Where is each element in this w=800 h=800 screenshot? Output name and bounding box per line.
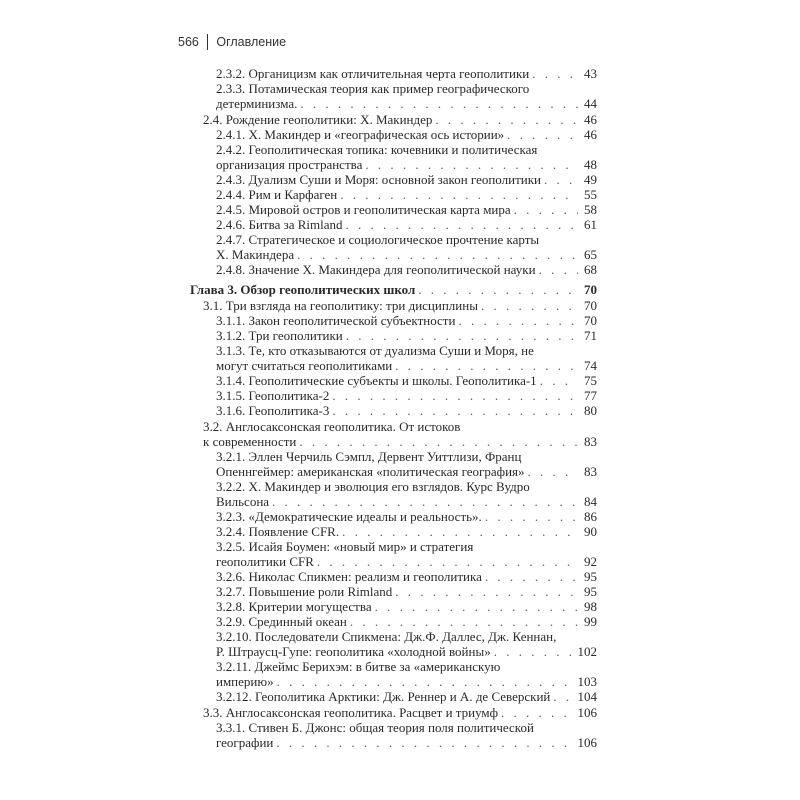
toc-entry[interactable]: [190, 599, 597, 614]
toc-entry-title-line: 3.2.10. Последователи Спикмена: Дж.Ф. Даллес, Дж. Кеннан,: [216, 629, 557, 644]
toc-entry-row: [216, 584, 597, 599]
toc-entry-title-line: Вильсона: [216, 494, 270, 509]
toc-entry-title-line: 3.2. Англосаксонская геополитика. От истоков: [203, 419, 461, 434]
toc-entry-title-line: 3.2.7. Повышение роли Rimland: [216, 584, 393, 599]
toc-page-number: 106: [577, 705, 597, 720]
toc-page-number: 84: [584, 494, 597, 509]
toc-entry-row: [216, 614, 597, 629]
toc-entry[interactable]: [190, 449, 597, 479]
toc-entry-title-line: 3.2.9. Срединный океан: [216, 614, 347, 629]
toc-entry-title-line: 3.1.1. Закон геополитической субъектности: [216, 313, 456, 328]
toc-entry[interactable]: [190, 689, 597, 704]
toc-entry-row: [216, 328, 597, 343]
toc-page-number: 103: [577, 674, 597, 689]
dot-leader: [317, 554, 578, 569]
dot-leader: [332, 388, 578, 403]
dot-leader: [458, 313, 578, 328]
toc-entry-row: [203, 434, 597, 449]
toc-page-number: 46: [584, 112, 597, 127]
toc-page-number: 70: [584, 282, 597, 297]
toc-page-number: 83: [584, 464, 597, 479]
toc-entry-title-line: 3.2.1. Эллен Черчиль Сэмпл, Дервент Уиттлизи, Франц: [216, 449, 522, 464]
toc-entry-title-line: Р. Штраусц-Гупе: геополитика «холодной войны»: [216, 644, 491, 659]
toc-entry-row: [216, 202, 597, 217]
toc-entry-title-line: могут считаться геополитиками: [216, 358, 393, 373]
toc-page-number: 48: [584, 157, 597, 172]
toc-entry-title-line: 3.1.2. Три геополитики: [216, 328, 343, 343]
toc-entry-title-line: 3.2.12. Геополитика Арктики: Дж. Реннер и А. де Северский: [216, 689, 551, 704]
toc-entry[interactable]: [190, 509, 597, 524]
toc-entry-title-line: 2.4.2. Геополитическая топика: кочевники и политическая: [216, 142, 538, 157]
toc-page-number: 58: [584, 202, 597, 217]
dot-leader: [395, 584, 578, 599]
dot-leader: [277, 674, 575, 689]
page-number: 566: [178, 35, 199, 49]
dot-leader: [514, 202, 578, 217]
toc-entry[interactable]: [190, 373, 597, 388]
toc-page-number: 104: [577, 689, 597, 704]
toc-page-number: 77: [584, 388, 597, 403]
toc-page-number: 71: [584, 328, 597, 343]
toc-entry-title-line: 3.2.3. «Демократические идеалы и реальность».: [216, 509, 482, 524]
toc-page-number: 49: [584, 172, 597, 187]
toc-entry[interactable]: [190, 629, 597, 659]
toc-page-number: 102: [577, 644, 597, 659]
toc-entry-row: [216, 66, 597, 81]
dot-leader: [365, 157, 578, 172]
toc-entry-row: [216, 262, 597, 277]
dot-leader: [532, 66, 578, 81]
toc-entry-row: [216, 524, 597, 539]
dot-leader: [539, 262, 578, 277]
toc-entry[interactable]: [190, 343, 597, 373]
toc-entry[interactable]: [190, 614, 597, 629]
dot-leader: [375, 599, 578, 614]
toc-entry-title-line: 3.3.1. Стивен Б. Джонс: общая теория поля политической: [216, 720, 534, 735]
toc-entry-title-line: Х. Макиндера: [216, 247, 295, 262]
toc-entry-row: [216, 217, 597, 232]
dot-leader: [485, 569, 578, 584]
toc-entry-title-line: Глава 3. Обзор геополитических школ: [190, 282, 416, 297]
toc-entry-row: [216, 494, 597, 509]
toc-page-number: 99: [584, 614, 597, 629]
toc-entry[interactable]: [190, 659, 597, 689]
toc-entry-title-line: 2.4.3. Дуализм Суши и Моря: основной закон геополитики: [216, 172, 541, 187]
toc-entry[interactable]: [190, 142, 597, 172]
dot-leader: [346, 328, 578, 343]
toc-entry-title-line: Опеннгеймер: американская «политическая география»: [216, 464, 525, 479]
toc-entry[interactable]: [190, 524, 597, 539]
toc-entry[interactable]: [190, 232, 597, 262]
toc-entry-row: [216, 358, 597, 373]
dot-leader: [346, 217, 578, 232]
toc-entry[interactable]: [190, 262, 597, 277]
toc-entry[interactable]: [190, 705, 597, 720]
toc-page-number: 95: [584, 569, 597, 584]
toc-entry[interactable]: [190, 298, 597, 313]
toc-entry-row: [216, 464, 597, 479]
toc-entry-row: [216, 127, 597, 142]
dot-leader: [342, 524, 578, 539]
toc-entry-title-line: империю»: [216, 674, 274, 689]
toc-entry-title-line: 3.2.5. Исайя Боумен: «новый мир» и стратегия: [216, 539, 474, 554]
toc-page-number: 55: [584, 187, 597, 202]
toc-entry-row: [203, 298, 597, 313]
header-divider: [207, 34, 209, 50]
toc-entry-row: [216, 689, 597, 704]
toc-entry-row: [216, 388, 597, 403]
dot-leader: [350, 614, 578, 629]
toc-page-number: 43: [584, 66, 597, 81]
toc-entry-title-line: 2.4.8. Значение Х. Макиндера для геополитической науки: [216, 262, 536, 277]
toc-entry[interactable]: [190, 172, 597, 187]
dot-leader: [297, 247, 578, 262]
toc-entry-title-line: 2.4.6. Битва за Rimland: [216, 217, 343, 232]
toc-page-number: 70: [584, 313, 597, 328]
toc-page-number: 92: [584, 554, 597, 569]
toc-entry-row: [203, 705, 597, 720]
toc-entry-title-line: 3.2.4. Появление CFR.: [216, 524, 340, 539]
toc-entry-title-line: 2.4.4. Рим и Карфаген: [216, 187, 338, 202]
toc-entry-title-line: детерминизма.: [216, 96, 298, 111]
dot-leader: [340, 187, 578, 202]
table-of-contents: [190, 66, 597, 750]
dot-leader: [272, 494, 578, 509]
toc-entry-title-line: 2.4.1. Х. Макиндер и «географическая ось истории»: [216, 127, 505, 142]
toc-entry[interactable]: [190, 569, 597, 584]
toc-entry-title-line: 2.4. Рождение геополитики: Х. Макиндер: [203, 112, 433, 127]
toc-entry-title-line: 3.2.2. Х. Макиндер и эволюция его взглядов. Курс Вудро: [216, 479, 530, 494]
toc-entry-title-line: географии: [216, 735, 274, 750]
toc-page-number: 75: [584, 373, 597, 388]
toc-entry-title-line: 3.2.8. Критерии могущества: [216, 599, 372, 614]
toc-entry[interactable]: [190, 112, 597, 127]
toc-entry[interactable]: [190, 720, 597, 750]
toc-page-number: 90: [584, 524, 597, 539]
toc-entry-row: [216, 373, 597, 388]
toc-entry-row: [216, 187, 597, 202]
toc-entry-row: [216, 172, 597, 187]
toc-page-number: 44: [584, 96, 597, 111]
dot-leader: [528, 464, 578, 479]
dot-leader: [299, 434, 578, 449]
toc-entry-title-line: 2.4.7. Стратегическое и социологическое прочтение карты: [216, 232, 540, 247]
toc-entry-row: [216, 569, 597, 584]
toc-page-number: 61: [584, 217, 597, 232]
toc-page-number: 46: [584, 127, 597, 142]
toc-entry-title-line: 3.1.3. Те, кто отказываются от дуализма Суши и Моря, не: [216, 343, 534, 358]
toc-entry[interactable]: [190, 187, 597, 202]
toc-entry[interactable]: [190, 202, 597, 217]
toc-entry[interactable]: [190, 66, 597, 81]
toc-entry-row: [216, 599, 597, 614]
toc-entry[interactable]: [190, 81, 597, 111]
dot-leader: [544, 172, 578, 187]
dot-leader: [553, 689, 574, 704]
toc-page-number: 80: [584, 403, 597, 418]
toc-page-number: 86: [584, 509, 597, 524]
toc-entry[interactable]: [190, 217, 597, 232]
dot-leader: [300, 96, 578, 111]
dot-leader: [481, 298, 578, 313]
toc-entry[interactable]: [190, 403, 597, 418]
toc-entry[interactable]: [190, 479, 597, 509]
toc-entry-row: [216, 403, 597, 418]
dot-leader: [395, 358, 578, 373]
toc-entry-title-line: геополитики CFR: [216, 554, 314, 569]
toc-entry-row: [216, 644, 597, 659]
toc-entry-title-line: 3.1.6. Геополитика-3: [216, 403, 330, 418]
dot-leader: [332, 403, 578, 418]
toc-entry[interactable]: [190, 313, 597, 328]
toc-entry[interactable]: [190, 419, 597, 449]
toc-page-number: 65: [584, 247, 597, 262]
toc-entry[interactable]: [190, 539, 597, 569]
toc-entry[interactable]: [190, 127, 597, 142]
toc-entry-row: [216, 247, 597, 262]
toc-entry-row: [216, 735, 597, 750]
toc-entry-row: [203, 112, 597, 127]
toc-entry-title-line: 3.1.5. Геополитика-2: [216, 388, 330, 403]
dot-leader: [435, 112, 578, 127]
toc-entry[interactable]: [190, 388, 597, 403]
toc-entry[interactable]: [190, 328, 597, 343]
toc-entry-title-line: 3.2.6. Николас Спикмен: реализм и геополитика: [216, 569, 482, 584]
toc-entry-title-line: 2.3.2. Органицизм как отличительная черта геополитики: [216, 66, 530, 81]
toc-entry-row: [216, 157, 597, 172]
toc-page-number: 106: [577, 735, 597, 750]
toc-entry-title-line: 2.4.5. Мировой остров и геополитическая карта мира: [216, 202, 511, 217]
dot-leader: [501, 705, 574, 720]
toc-page-number: 83: [584, 434, 597, 449]
toc-page-number: 74: [584, 358, 597, 373]
toc-page-number: 70: [584, 298, 597, 313]
running-header: [178, 34, 286, 50]
toc-entry-row: [190, 282, 597, 297]
toc-entry[interactable]: [190, 584, 597, 599]
toc-entry-row: [216, 509, 597, 524]
toc-entry-title-line: 3.2.11. Джеймс Берихэм: в битве за «американскую: [216, 659, 501, 674]
dot-leader: [540, 373, 578, 388]
toc-entry-title-line: 3.3. Англосаксонская геополитика. Расцвет и триумф: [203, 705, 499, 720]
toc-entry-title-line: 3.1.4. Геополитические субъекты и школы. Геополитика-1: [216, 373, 537, 388]
section-title: Оглавление: [216, 35, 287, 49]
dot-leader: [276, 735, 574, 750]
toc-entry-row: [216, 96, 597, 111]
dot-leader: [485, 509, 578, 524]
dot-leader: [494, 644, 575, 659]
toc-entry-row: [216, 554, 597, 569]
toc-entry-title-line: организация пространства: [216, 157, 363, 172]
toc-page-number: 95: [584, 584, 597, 599]
dot-leader: [507, 127, 578, 142]
toc-chapter[interactable]: [190, 282, 597, 297]
toc-page-number: 68: [584, 262, 597, 277]
toc-entry-title-line: 2.3.3. Потамическая теория как пример географического: [216, 81, 530, 96]
toc-entry-row: [216, 313, 597, 328]
toc-page-number: 98: [584, 599, 597, 614]
toc-entry-title-line: к современности: [203, 434, 297, 449]
toc-entry-row: [216, 674, 597, 689]
toc-entry-title-line: 3.1. Три взгляда на геополитику: три дисциплины: [203, 298, 478, 313]
dot-leader: [418, 282, 578, 297]
